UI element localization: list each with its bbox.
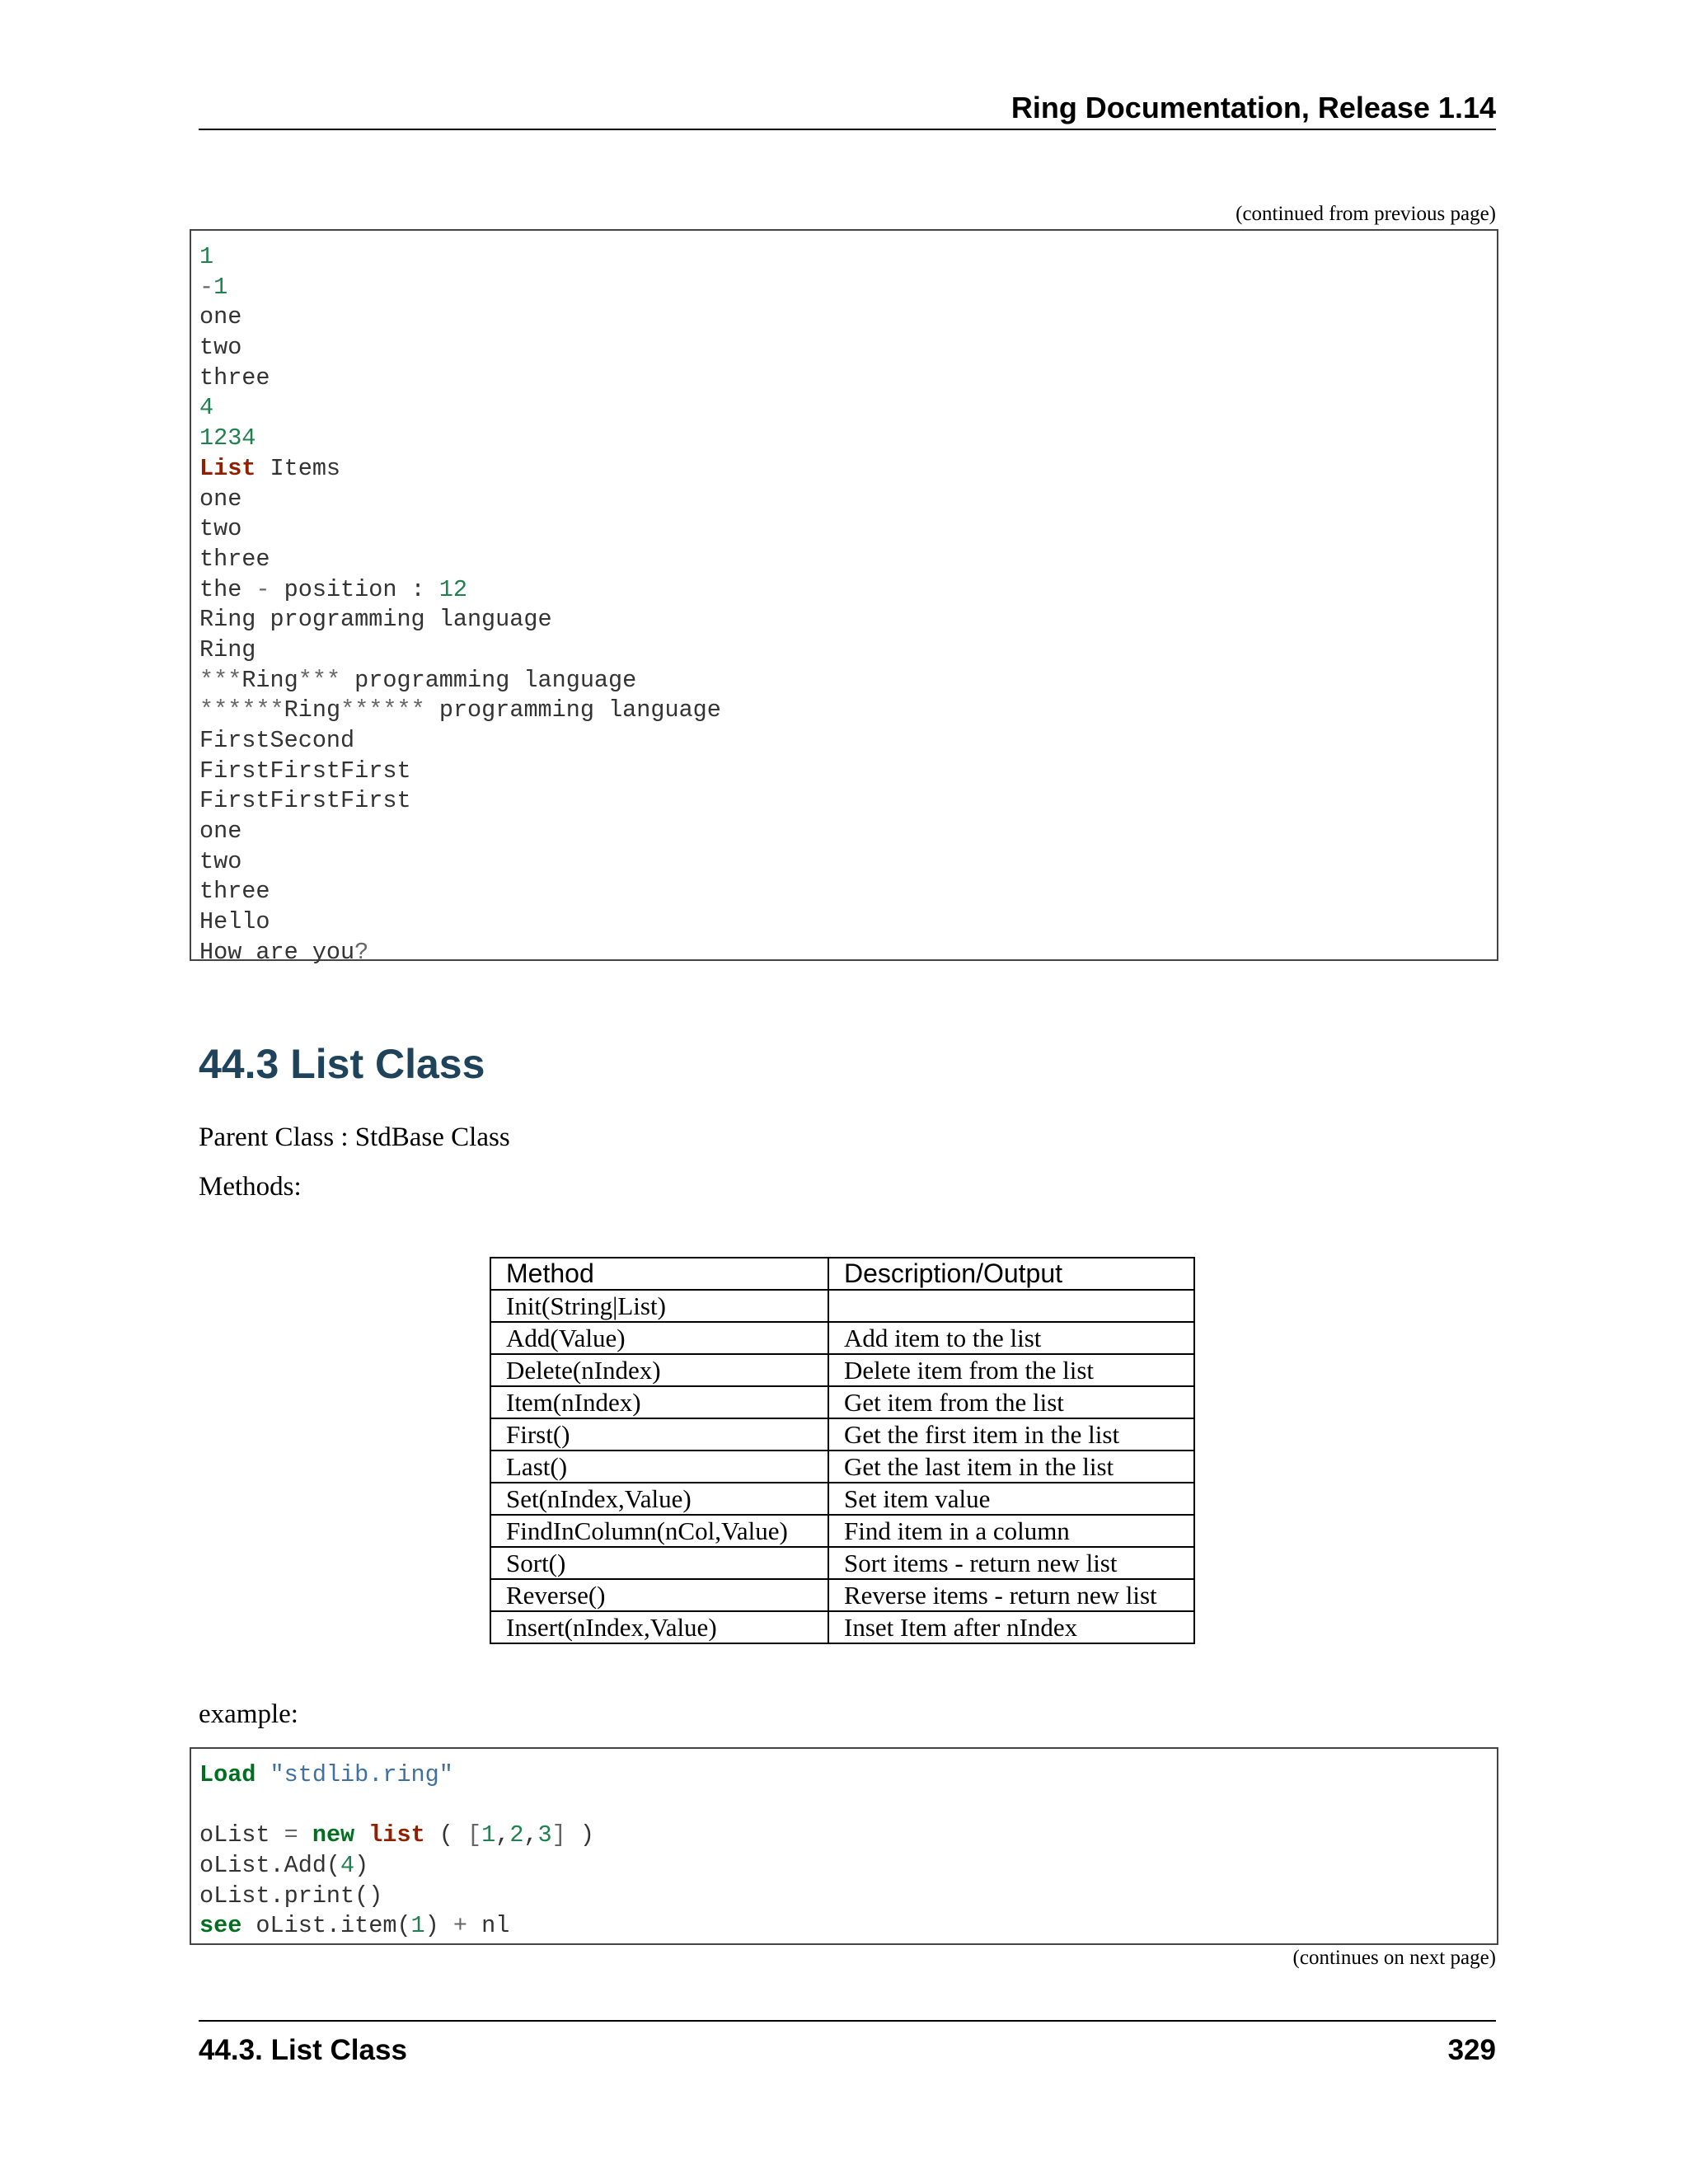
example-label: example: <box>199 1699 298 1729</box>
output-code-line: one <box>199 485 242 513</box>
output-code-line: three <box>199 545 270 573</box>
continues-on-note: (continues on next page) <box>1292 1947 1496 1969</box>
table-header-method: Method <box>490 1258 828 1290</box>
output-code-text <box>191 231 1497 968</box>
section-title: 44.3 List Class <box>199 1041 485 1087</box>
methods-label: Methods: <box>199 1172 302 1202</box>
method-cell: Reverse() <box>490 1579 828 1611</box>
description-cell: Set item value <box>828 1483 1194 1515</box>
method-cell: FindInColumn(nCol,Value) <box>490 1515 828 1547</box>
output-code-line: Hello <box>199 908 270 936</box>
example-code-text <box>191 1749 1497 1942</box>
example-code-line: see oList.item(1) + nl <box>199 1912 510 1940</box>
method-cell: First() <box>490 1418 828 1451</box>
output-code-line: -1 <box>199 273 228 301</box>
table-row <box>490 1483 1194 1515</box>
output-code-line: three <box>199 878 270 906</box>
example-code-block <box>190 1747 1498 1945</box>
header-rule <box>199 129 1496 130</box>
example-code-line <box>199 1791 1497 1821</box>
output-code-line: three <box>199 363 270 391</box>
table-row <box>490 1451 1194 1483</box>
description-cell: Get the last item in the list <box>828 1451 1194 1483</box>
header-title: Ring Documentation, Release 1.14 <box>1010 91 1496 124</box>
description-cell: Find item in a column <box>828 1515 1194 1547</box>
description-cell: Get the first item in the list <box>828 1418 1194 1451</box>
output-code-line: the - position : 12 <box>199 575 467 603</box>
output-code-line: two <box>199 334 242 362</box>
description-cell: Add item to the list <box>828 1322 1194 1354</box>
method-cell: Item(nIndex) <box>490 1386 828 1418</box>
table-row <box>490 1418 1194 1451</box>
output-code-line: How are you? <box>199 938 369 966</box>
method-cell: Init(String|List) <box>490 1290 828 1322</box>
table-row <box>490 1547 1194 1579</box>
footer-rule <box>199 2020 1496 2022</box>
output-code-line: ***Ring*** programming language <box>199 666 637 694</box>
output-code-block <box>190 229 1498 966</box>
table-header-row <box>490 1258 1194 1290</box>
output-code-line: 1 <box>199 243 214 270</box>
method-cell: Sort() <box>490 1547 828 1579</box>
continued-from-note: (continued from previous page) <box>1236 203 1496 225</box>
table-row <box>490 1322 1194 1354</box>
output-code-line: FirstSecond <box>199 727 355 754</box>
output-code-line: FirstFirstFirst <box>199 757 411 785</box>
method-cell: Insert(nIndex,Value) <box>490 1611 828 1643</box>
output-code-line: Ring <box>199 635 256 663</box>
method-cell: Delete(nIndex) <box>490 1354 828 1386</box>
output-code-line: FirstFirstFirst <box>199 787 411 815</box>
output-code-line: Ring programming language <box>199 606 552 634</box>
method-cell: Last() <box>490 1451 828 1483</box>
output-code-line: 4 <box>199 394 214 422</box>
description-cell: Inset Item after nIndex <box>828 1611 1194 1643</box>
example-code-line: Load "stdlib.ring" <box>199 1761 453 1788</box>
example-code-line: oList = new list ( [1,2,3] ) <box>199 1821 594 1849</box>
methods-table <box>490 1257 1195 1644</box>
footer-section: 44.3. List Class <box>199 2034 407 2066</box>
method-cell: Add(Value) <box>490 1322 828 1354</box>
output-code-line: 1234 <box>199 424 256 452</box>
description-cell <box>828 1290 1194 1322</box>
output-code-line: two <box>199 515 242 543</box>
description-cell: Sort items - return new list <box>828 1547 1194 1579</box>
output-code-line: one <box>199 818 242 846</box>
table-row <box>490 1515 1194 1547</box>
output-code-line: one <box>199 303 242 331</box>
table-row <box>490 1386 1194 1418</box>
output-code-line: List Items <box>199 454 341 482</box>
table-row <box>490 1579 1194 1611</box>
description-cell: Reverse items - return new list <box>828 1579 1194 1611</box>
table-row <box>490 1611 1194 1643</box>
description-cell: Delete item from the list <box>828 1354 1194 1386</box>
example-code-line: oList.Add(4) <box>199 1852 369 1880</box>
page-number: 329 <box>1447 2034 1496 2066</box>
example-code-line: oList.print() <box>199 1882 383 1910</box>
table-row <box>490 1354 1194 1386</box>
description-cell: Get item from the list <box>828 1386 1194 1418</box>
table-row <box>490 1290 1194 1322</box>
method-cell: Set(nIndex,Value) <box>490 1483 828 1515</box>
output-code-line: two <box>199 847 242 875</box>
output-code-line: ******Ring****** programming language <box>199 696 721 724</box>
parent-class-text: Parent Class : StdBase Class <box>199 1122 510 1152</box>
table-header-description: Description/Output <box>828 1258 1194 1290</box>
